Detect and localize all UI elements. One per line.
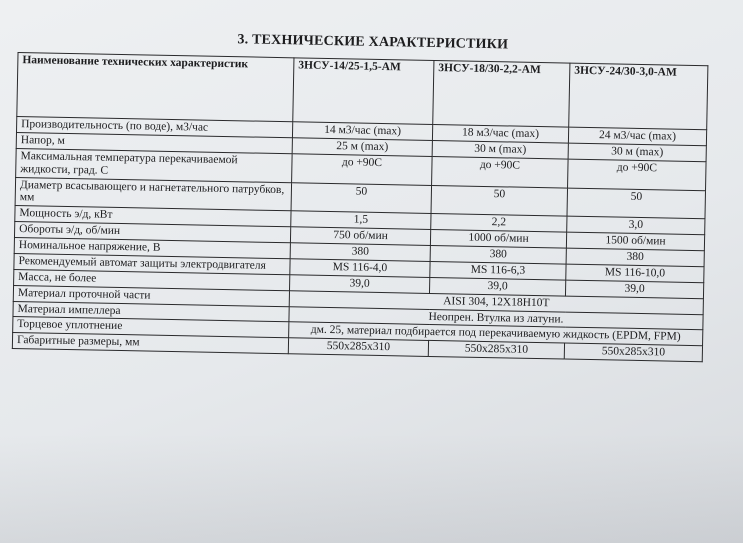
row-value: 24 м3/час (max) xyxy=(568,127,706,146)
row-value: 1000 об/мин xyxy=(430,230,566,248)
row-value: 30 м (max) xyxy=(568,143,706,162)
row-value: 39,0 xyxy=(290,275,430,294)
document-sheet xyxy=(12,28,728,363)
row-label: Производительность (по воде), м3/час xyxy=(16,116,292,137)
row-label: Обороты э/д, об/мин xyxy=(14,222,290,243)
row-value: 14 м3/час (max) xyxy=(292,122,432,141)
merged-value: AISI 304, 12X18H10T xyxy=(289,290,703,314)
row-value: 30 м (max) xyxy=(432,140,568,158)
row-label: Габаритные размеры, мм xyxy=(12,333,288,354)
row-label: Мощность э/д, кВт xyxy=(15,206,291,227)
row-label: Максимальная температура перекачиваемой жидкости, град. С xyxy=(16,148,293,182)
row-value: 50 xyxy=(431,185,568,216)
row-value: 18 м3/час (max) xyxy=(432,124,568,142)
row-label: Напор, м xyxy=(16,132,292,153)
row-value: 380 xyxy=(430,245,566,263)
row-label: Масса, не более xyxy=(14,269,290,290)
row-value: 3,0 xyxy=(567,216,705,235)
row-label: Рекомендуемый автомат защиты электродвигателя xyxy=(14,253,290,274)
row-value: 750 об/мин xyxy=(290,227,430,246)
header-name-cell: Наименование технических характеристик xyxy=(17,53,294,122)
row-value: 550x285x310 xyxy=(428,341,564,359)
header-model-2: 3НСУ-18/30-2,2-АМ xyxy=(433,60,570,127)
header-model-1: 3НСУ-14/25-1,5-АМ xyxy=(293,58,434,125)
row-value: 39,0 xyxy=(429,277,565,295)
row-value: 1500 об/мин xyxy=(566,232,704,251)
row-label: Материал импеллера xyxy=(13,301,289,322)
row-value: 25 м (max) xyxy=(292,138,432,157)
row-value: 550x285x310 xyxy=(288,338,428,357)
merged-value: дм. 25, материал подбирается под перекачиваемую жидкость (EPDM, FPM) xyxy=(289,322,703,346)
page-shadow xyxy=(0,433,743,543)
row-value: 550x285x310 xyxy=(564,343,702,362)
row-value: до +90С xyxy=(432,156,569,187)
row-value: MS 116-6,3 xyxy=(430,261,566,279)
row-value: 50 xyxy=(567,188,706,219)
row-value: 2,2 xyxy=(431,214,567,232)
row-value: до +90С xyxy=(292,154,433,185)
row-value: 380 xyxy=(290,243,430,262)
row-value: 380 xyxy=(566,248,704,267)
row-label: Торцевое уплотнение xyxy=(13,317,289,338)
row-label: Номинальное напряжение, В xyxy=(14,237,290,258)
header-model-3: 3НСУ-24/30-3,0-АМ xyxy=(569,63,708,130)
row-value: MS 116-10,0 xyxy=(566,264,704,283)
row-value: 50 xyxy=(291,182,432,213)
merged-value: Неопрен. Втулка из латуни. xyxy=(289,306,703,330)
specifications-table xyxy=(12,52,709,362)
row-value: 39,0 xyxy=(565,280,703,299)
row-value: 1,5 xyxy=(291,211,431,230)
row-label: Диаметр всасывающего и нагнетательного патрубков, мм xyxy=(15,177,292,211)
row-value: MS 116-4,0 xyxy=(290,259,430,278)
section-title: 3. ТЕХНИЧЕСКИЕ ХАРАКТЕРИСТИКИ xyxy=(237,32,509,53)
row-value: до +90С xyxy=(568,159,707,190)
row-label: Материал проточной части xyxy=(13,285,289,306)
